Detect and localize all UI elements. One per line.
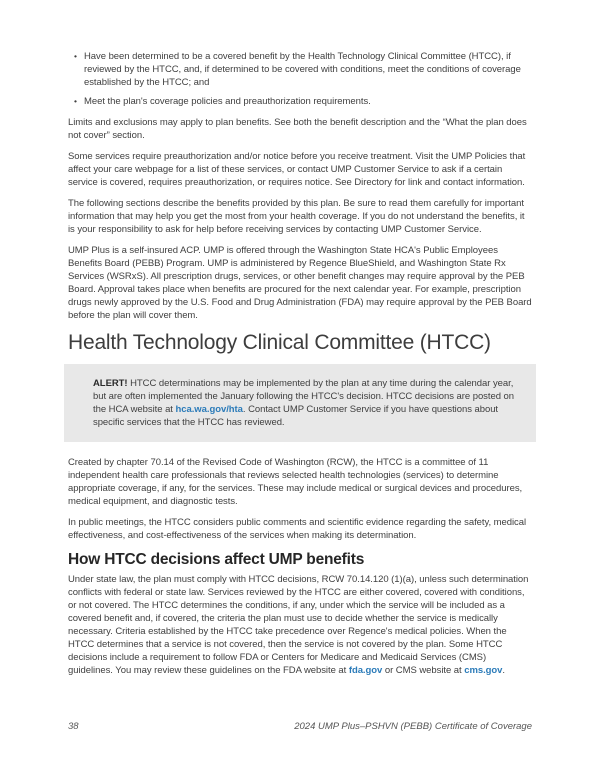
- hca-hta-link[interactable]: hca.wa.gov/hta: [175, 404, 243, 415]
- bullet-text: Have been determined to be a covered benefit by the Health Technology Clinical Committee (HTCC), if reviewed by the HTCC, and, if determined to be covered with conditions, meet the conditions of coverage established by the HTCC; and: [84, 51, 521, 88]
- bullet-text: Meet the plan's coverage policies and preauthorization requirements.: [84, 96, 371, 107]
- alert-box: [64, 364, 536, 442]
- decisions-text-between-links: or CMS website at: [382, 665, 465, 676]
- htcc-section-heading: Health Technology Clinical Committee (HTCC): [68, 331, 491, 354]
- bullet-item-htcc-covered-benefit: [68, 50, 532, 89]
- alert-text-before-link: HTCC determinations may be implemented by the plan at any time during the calendar year, but are often implemented the January following the HTCC's decision. HTCC decisions are posted on the HCA website at: [93, 378, 514, 415]
- cms-gov-link[interactable]: cms.gov: [464, 665, 503, 676]
- paragraph-ump-plus-acp: UMP Plus is a self-insured ACP. UMP is offered through the Washington State HCA's Public Employees Benefits Board (PEBB) Program. UMP is administered by Regence BlueShield, and Washington State Rx Services (WSRxS). All prescription drugs, services, or other benefit changes may require approval by the PEB Board. Approval takes place when benefits are procured for the next calendar year. For example, prescription drugs newly approved by the U.S. Food and Drug Administration (FDA) may require approval by the PEB Board before the plan will cover them.: [68, 245, 532, 321]
- fda-gov-link[interactable]: fda.gov: [348, 665, 383, 676]
- bullet-item-coverage-policies: [68, 95, 532, 108]
- htcc-decisions-sub-heading: How HTCC decisions affect UMP benefits: [68, 551, 365, 568]
- decisions-text-before-fda-link: Under state law, the plan must comply with HTCC decisions, RCW 70.14.120 (1)(a), unless such determination conflicts with federal or state law. Services reviewed by the HTCC are either covered, covered with conditions, or not covered. The HTCC determines the conditions, if any, under which the service will be included as a covered benefit and, if covered, the criteria the plan must use to decide whether the service is medically necessary. Criteria established by the HTCC take precedence over Regence's medical policies. When the HTCC determines that a service is not covered, then the service is not covered by the plan. Some HTCC decisions include a requirement to follow FDA or Centers for Medicare and Medicaid Services (CMS) guidelines. You may review these guidelines on the FDA website at: [68, 574, 529, 676]
- benefit-conditions-bullet-list: [68, 50, 532, 108]
- paragraph-preauthorization-notice: Some services require preauthorization and/or notice before you receive treatment. Visit the UMP Policies that affect your care webpage for a list of these services, or contact UMP Customer Service to ask if a certain service is covered, requires preauthorization, or requires notice. See Directory for link and contact information.: [68, 151, 526, 188]
- decisions-text-after-links: .: [502, 665, 506, 676]
- alert-text-after-link: . Contact UMP Customer Service if you have questions about specific services that the HTCC has reviewed.: [93, 404, 499, 428]
- paragraph-following-sections: The following sections describe the benefits provided by this plan. Be sure to read them carefully for important information that may help you get the most from your health coverage. If you do not understand the benefits, it is your responsibility to ask for help before receiving services by contacting UMP Customer Service.: [68, 198, 525, 235]
- bullet-marker: •: [74, 51, 77, 61]
- footer-document-title: 2024 UMP Plus–PSHVN (PEBB) Certificate of Coverage: [294, 721, 532, 732]
- bullet-marker: •: [74, 96, 77, 106]
- paragraph-htcc-decisions: [68, 573, 532, 677]
- paragraph-public-meetings: In public meetings, the HTCC considers public comments and scientific evidence regarding the safety, medical effectiveness, and cost-effectiveness of the services when making its determination.: [68, 517, 527, 541]
- alert-label: ALERT!: [93, 378, 128, 389]
- alert-text: [93, 377, 516, 429]
- page-footer: [68, 721, 532, 732]
- page-number: 38: [68, 721, 79, 732]
- paragraph-htcc-created: Created by chapter 70.14 of the Revised Code of Washington (RCW), the HTCC is a committee of 11 independent health care professionals that reviews selected health technologies (services) to determine appropriate coverage, if any, for the services. These may include medical or surgical devices and procedures, medical equipment, and diagnostic tests.: [68, 457, 523, 507]
- paragraph-limits-exclusions: Limits and exclusions may apply to plan benefits. See both the benefit description and the “What the plan does not cover” section.: [68, 117, 527, 141]
